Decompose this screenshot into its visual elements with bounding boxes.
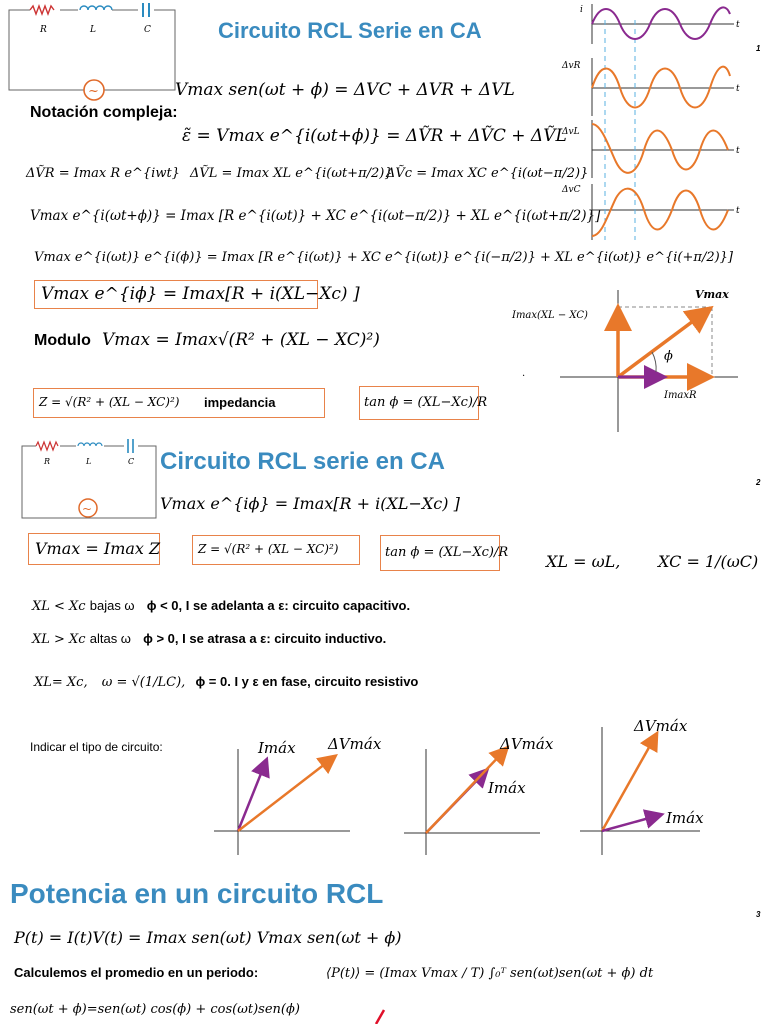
wave-i-label: i xyxy=(580,5,583,15)
modulo-label: Modulo xyxy=(34,332,91,349)
circuit2-l-label: L xyxy=(86,457,92,466)
wave-t-label-4: t xyxy=(736,206,740,216)
condition-resistive xyxy=(34,674,418,690)
slide3-title: Potencia en un circuito RCL xyxy=(10,878,384,909)
eq-z-1: Z = √(R² + (XL − XC)²) xyxy=(39,395,180,409)
circuit-r-label: R xyxy=(40,25,47,35)
wave-vc xyxy=(592,189,728,236)
phasor-imax-r-label: ImaxR xyxy=(664,390,697,401)
condition-capacitive xyxy=(32,598,410,614)
eq-z-2: Z = √(R² + (XL − XC)²) xyxy=(198,542,339,556)
d2-vmax: ΔVmáx xyxy=(500,735,554,753)
condition-inductive xyxy=(32,631,386,647)
cond1-rest: ϕ < 0, I se adelanta a ε: circuito capacitivo. xyxy=(146,598,411,613)
eq-tan-2: tan ϕ = (XL−Xc)/R xyxy=(385,545,509,560)
cond2-math: XL > Xc xyxy=(32,632,86,647)
d1-imax: Imáx xyxy=(258,739,296,757)
eq-expand-1: Vmax e^{i(ωt+ϕ)} = Imax [R e^{i(ωt)} + XC e^{i(ωt−π/2)} + XL e^{i(ωt+π/2)}] xyxy=(30,208,601,224)
page-number-1: 1 xyxy=(756,44,761,53)
wave-i xyxy=(592,7,730,39)
cond2-rest: ϕ > 0, I se atrasa a ε: circuito inductivo. xyxy=(143,631,387,646)
eq-modulo: Vmax = Imax√(R² + (XL − XC)²) xyxy=(102,330,380,350)
d3-vmax: ΔVmáx xyxy=(634,717,688,735)
eq-complex: ε̃ = Vmax e^{i(ωt+ϕ)} = ΔṼR + ΔṼC + ΔṼL xyxy=(182,126,567,146)
d1-vmax: ΔVmáx xyxy=(328,735,382,753)
eq-vl: ΔṼL = Imax XL e^{i(ωt+π/2)} xyxy=(190,166,393,181)
tan-box-2 xyxy=(380,535,509,571)
wave-t-label-2: t xyxy=(736,84,740,94)
circuit-c-label: C xyxy=(144,25,151,35)
slide2-title: Circuito RCL serie en CA xyxy=(160,448,445,475)
wave-vr xyxy=(592,67,730,108)
circuit2-c-label: C xyxy=(128,457,135,466)
phasor-phi-label: ϕ xyxy=(664,349,673,364)
boxed-equation-1 xyxy=(34,280,360,309)
cond3-math: XL= Xc, xyxy=(34,675,88,690)
exercise-diagram-3 xyxy=(580,717,704,855)
impedance-box-1 xyxy=(33,388,325,418)
ac-source-icon: ~ xyxy=(88,84,99,99)
eq-vmax-2: Vmax = Imax Z xyxy=(35,539,161,558)
eq-vc: ΔṼc = Imax XC e^{i(ωt−π/2)} xyxy=(386,166,589,181)
circuit-l-label: L xyxy=(90,25,96,35)
indicar-label: Indicar el tipo de circuito: xyxy=(30,740,163,754)
phasor-diagram xyxy=(500,280,768,440)
d2-imax: Imáx xyxy=(488,779,526,797)
cond3-rest: ϕ = 0. I y ε en fase, circuito resistivo xyxy=(195,674,419,689)
impedancia-label: impedancia xyxy=(204,395,276,410)
page-number-3: 3 xyxy=(756,910,761,919)
exercise-diagram-1 xyxy=(214,735,382,855)
d3-imax: Imáx xyxy=(666,809,704,827)
slide1-title: Circuito RCL Serie en CA xyxy=(218,18,482,43)
calculemos-label: Calculemos el promedio en un periodo: xyxy=(14,965,259,980)
cond3-omega: ω = √(1/LC), xyxy=(101,675,186,690)
notacion-label: Notación compleja: xyxy=(30,104,178,121)
tan-box-1 xyxy=(359,386,488,420)
page-number-2: 2 xyxy=(756,478,761,487)
circuit2-r-label: R xyxy=(44,457,51,466)
eq-expand-2: Vmax e^{i(ωt)} e^{i(ϕ)} = Imax [R e^{i(ωt)} + XC e^{i(ωt)} e^{i(−π/2)} + XL e^{i(ωt)} e^{i(+π/2)}] xyxy=(34,250,734,265)
circuit-diagram-1 xyxy=(6,0,178,108)
exercise-diagram-2 xyxy=(404,735,554,855)
waveforms-chart xyxy=(556,0,768,245)
eq-vr: ΔṼR = Imax R e^{iwt} xyxy=(26,166,180,181)
circuit-diagram-2 xyxy=(20,436,160,520)
cond1-text: bajas ω xyxy=(89,598,135,613)
cond1-math: XL < Xc xyxy=(32,599,86,614)
phasor-imax-x-label: Imax(XL − XC) xyxy=(512,310,588,321)
eq-tan-1: tan ϕ = (XL−Xc)/R xyxy=(364,395,488,410)
eq-main-2: Vmax e^{iϕ} = Imax[R + i(XL−Xc) ] xyxy=(160,494,460,513)
red-mark xyxy=(372,1008,388,1024)
eq-sen: sen(ωt + ϕ)=sen(ωt) cos(ϕ) + cos(ωt)sen(ϕ) xyxy=(10,1002,300,1017)
vmax-box xyxy=(28,533,160,565)
eq-xc: XC = 1/(ωC) xyxy=(658,552,759,571)
cond2-text: altas ω xyxy=(89,631,131,646)
exercise-diagrams xyxy=(210,705,730,860)
wave-t-label-1: t xyxy=(736,20,740,30)
wave-vr-label: ΔvR xyxy=(562,61,581,71)
eq-average: ⟨P(t)⟩ = (Imax Vmax / T) ∫₀ᵀ sen(ωt)sen(ωt + ϕ) dt xyxy=(326,966,654,981)
impedance-box-2 xyxy=(192,535,360,565)
phasor-vmax-label: Vmax xyxy=(695,288,729,301)
wave-vc-label: ΔvC xyxy=(562,185,581,195)
wave-vl-label: ΔvL xyxy=(562,127,580,137)
wave-vl xyxy=(592,124,728,173)
eq-boxed-1: Vmax e^{iϕ} = Imax[R + i(XL−Xc) ] xyxy=(41,284,360,304)
eq-main-1: Vmax sen(ωt + ϕ) = ΔVC + ΔVR + ΔVL xyxy=(175,80,515,100)
eq-power: P(t) = I(t)V(t) = Imax sen(ωt) Vmax sen(ωt + ϕ) xyxy=(14,928,402,947)
phasor-dot: . xyxy=(522,368,526,379)
wave-t-label-3: t xyxy=(736,146,740,156)
ac-source-icon-2: ~ xyxy=(82,502,93,516)
eq-xl: XL = ωL, xyxy=(546,552,621,571)
